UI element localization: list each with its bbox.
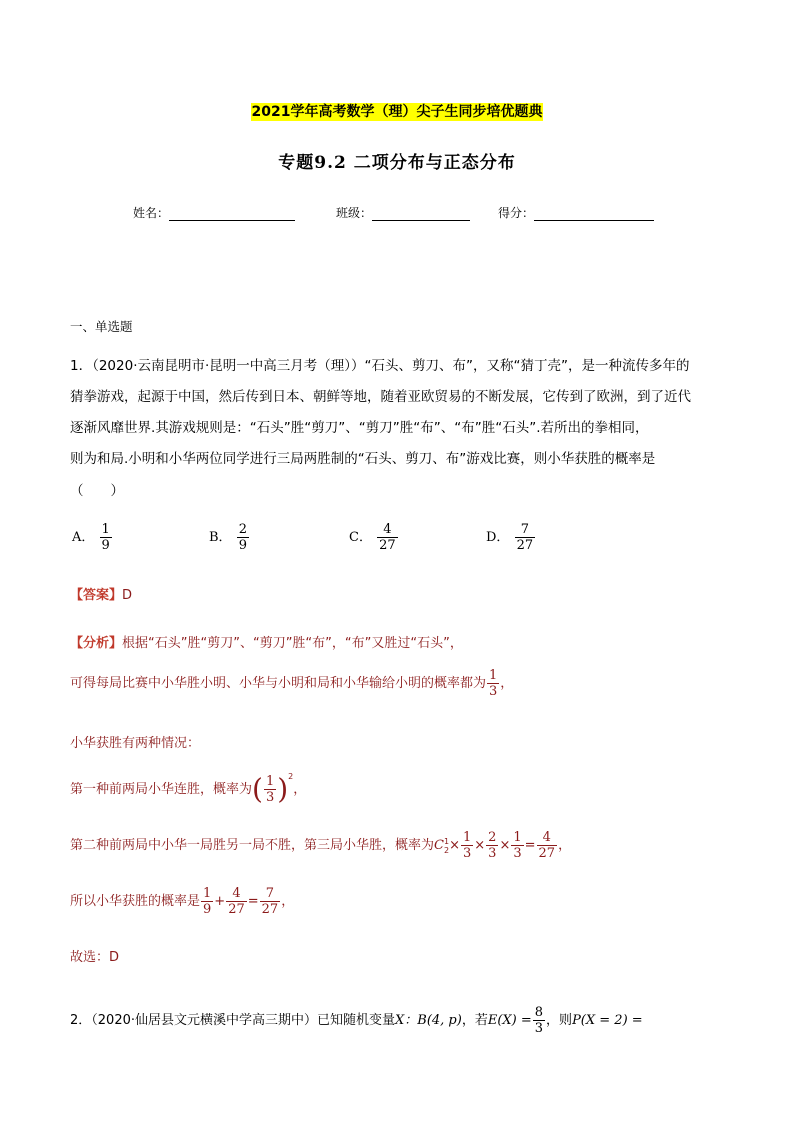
times-sign: ×: [499, 838, 511, 853]
left-paren: (: [252, 772, 263, 806]
option-a-den: 9: [101, 538, 110, 553]
option-c-num: 4: [383, 522, 392, 537]
frac-num: 4: [232, 886, 241, 901]
frac-num: 1: [489, 668, 498, 683]
q1-line-4: 则为和局.小明和小华两位同学进行三局两胜制的“石头、剪刀、布”游戏比赛，则小华获胜的概率是: [70, 451, 656, 467]
frac-num: 4: [542, 830, 551, 845]
frac-den: 9: [203, 902, 212, 917]
option-a-fraction: [100, 522, 112, 553]
times-sign: ×: [449, 838, 460, 853]
option-b-den: 9: [238, 538, 247, 553]
name-field: [133, 204, 295, 221]
option-c-fraction: [377, 522, 398, 553]
combination-sup: 1: [443, 836, 450, 846]
plus-sign: +: [214, 894, 226, 909]
times-sign: ×: [474, 838, 486, 853]
option-c-label: C．: [349, 530, 372, 545]
q2-variable: X: [395, 1013, 405, 1028]
section-title: 一、单选题: [70, 319, 133, 334]
frac-num: 1: [203, 886, 212, 901]
combination-symbol: C: [434, 838, 444, 853]
frac-den: 3: [534, 1021, 544, 1036]
solution-line-1-fraction: [487, 668, 499, 699]
combination-sub: 2: [443, 845, 450, 855]
q2-distribution: ：B(4, p): [404, 1013, 462, 1028]
equals-sign: =: [247, 894, 259, 909]
series-title: [0, 101, 794, 121]
option-a[interactable]: [72, 522, 113, 553]
frac-den: 3: [513, 846, 522, 861]
q2-prefix: 2．（2020·仙居县文元横溪中学高三期中）已知随机变量: [70, 1013, 395, 1028]
frac-num: 1: [462, 830, 472, 845]
class-field: [336, 204, 470, 221]
solution-line-3-fraction: [264, 774, 276, 805]
answer-label: 【答案】: [70, 588, 123, 603]
q2-mid: ，若: [461, 1013, 488, 1028]
solution-line-3: [70, 772, 306, 805]
analysis-line: [70, 632, 463, 651]
q2-line-1: [70, 1005, 643, 1036]
option-c-den: 27: [379, 538, 396, 553]
score-label: 得分：: [498, 206, 535, 220]
frac-num: 2: [488, 830, 497, 845]
series-title-highlight: 2021学年高考数学（理）尖子生同步培优题典: [251, 104, 543, 120]
exponent: 2: [288, 772, 294, 781]
frac-den: 3: [462, 846, 472, 861]
name-label: 姓名：: [133, 206, 170, 220]
analysis-label: 【分析】: [70, 636, 123, 651]
option-d[interactable]: [486, 522, 536, 553]
solution-line-1-end: ，: [500, 676, 514, 691]
name-blank[interactable]: [169, 206, 295, 221]
frac-den: 3: [489, 684, 498, 699]
frac-den: 27: [261, 902, 279, 917]
fraction-a: [201, 886, 213, 917]
right-paren: ): [277, 772, 289, 806]
option-d-den: 27: [516, 538, 534, 553]
q2-fraction: [533, 1005, 545, 1036]
q1-line-1: 1．（2020·云南昆明市·昆明一中高三月考（理））“石头、剪刀、布”，又称“猜丁壳”，是一种流传多年的: [70, 358, 690, 374]
analysis-text: 根据“石头”胜“剪刀”、“剪刀”胜“布”，“布”又胜过“石头”，: [122, 636, 463, 651]
class-label: 班级：: [336, 206, 373, 220]
option-d-fraction: [515, 522, 536, 553]
fraction-3: [511, 830, 523, 861]
fraction-b: [226, 886, 247, 917]
solution-line-4-end: ，: [558, 838, 572, 853]
q2-probability: P(X = 2) =: [572, 1013, 643, 1028]
q1-line-3: 逐渐风靡世界.其游戏规则是：“石头”胜“剪刀”、“剪刀”胜“布”、“布”胜“石头”.若所出的拳相同，: [70, 420, 649, 436]
q1-line-5: （ ）: [70, 483, 124, 499]
option-a-label: A．: [72, 530, 95, 545]
frac-num: 1: [265, 774, 275, 789]
score-blank[interactable]: [534, 206, 654, 221]
option-b-label: B．: [209, 530, 232, 545]
final-choice: 故选：D: [70, 950, 120, 965]
option-b[interactable]: [209, 522, 250, 553]
frac-num: 1: [513, 830, 522, 845]
class-blank[interactable]: [372, 206, 470, 221]
solution-line-2: 小华获胜有两种情况：: [70, 736, 201, 751]
option-d-num: 7: [520, 522, 529, 537]
solution-line-1-text: 可得每局比赛中小华胜小明、小华与小明和局和小华输给小明的概率都为: [70, 676, 487, 691]
frac-den: 3: [265, 790, 275, 805]
fraction-1: [461, 830, 473, 861]
answer-value: D: [122, 588, 133, 603]
frac-den: 3: [488, 846, 497, 861]
option-a-num: 1: [101, 522, 110, 537]
option-b-num: 2: [238, 522, 247, 537]
option-b-fraction: [237, 522, 249, 553]
fraction-c: [260, 886, 281, 917]
answer-line: [70, 584, 132, 603]
solution-line-3-end: ，: [293, 782, 307, 797]
score-field: [498, 204, 654, 221]
solution-line-4: [70, 830, 571, 861]
frac-den: 27: [228, 902, 245, 917]
doc-title: 专题9.2 二项分布与正态分布: [278, 153, 516, 173]
solution-line-4-text: 第二种前两局中小华一局胜另一局不胜，第三局小华胜，概率为: [70, 838, 435, 853]
q2-expectation: E(X) =: [487, 1013, 532, 1028]
q2-then: ，则: [546, 1013, 573, 1028]
solution-line-5-end: ，: [281, 894, 295, 909]
q1-line-2: 猜拳游戏，起源于中国，然后传到日本、朝鲜等地，随着亚欧贸易的不断发展，它传到了欧洲，到了近代: [70, 389, 691, 405]
frac-den: 27: [538, 846, 556, 861]
option-d-label: D．: [486, 530, 510, 545]
frac-num: 7: [265, 886, 275, 901]
option-c[interactable]: [349, 522, 399, 553]
solution-line-1: [70, 668, 513, 699]
equals-sign: =: [524, 838, 536, 853]
solution-line-5: [70, 886, 294, 917]
fraction-result: [537, 830, 558, 861]
fraction-2: [486, 830, 498, 861]
solution-line-3-text: 第一种前两局小华连胜，概率为: [70, 782, 253, 797]
solution-line-5-text: 所以小华获胜的概率是: [70, 894, 201, 909]
frac-num: 8: [534, 1005, 544, 1020]
